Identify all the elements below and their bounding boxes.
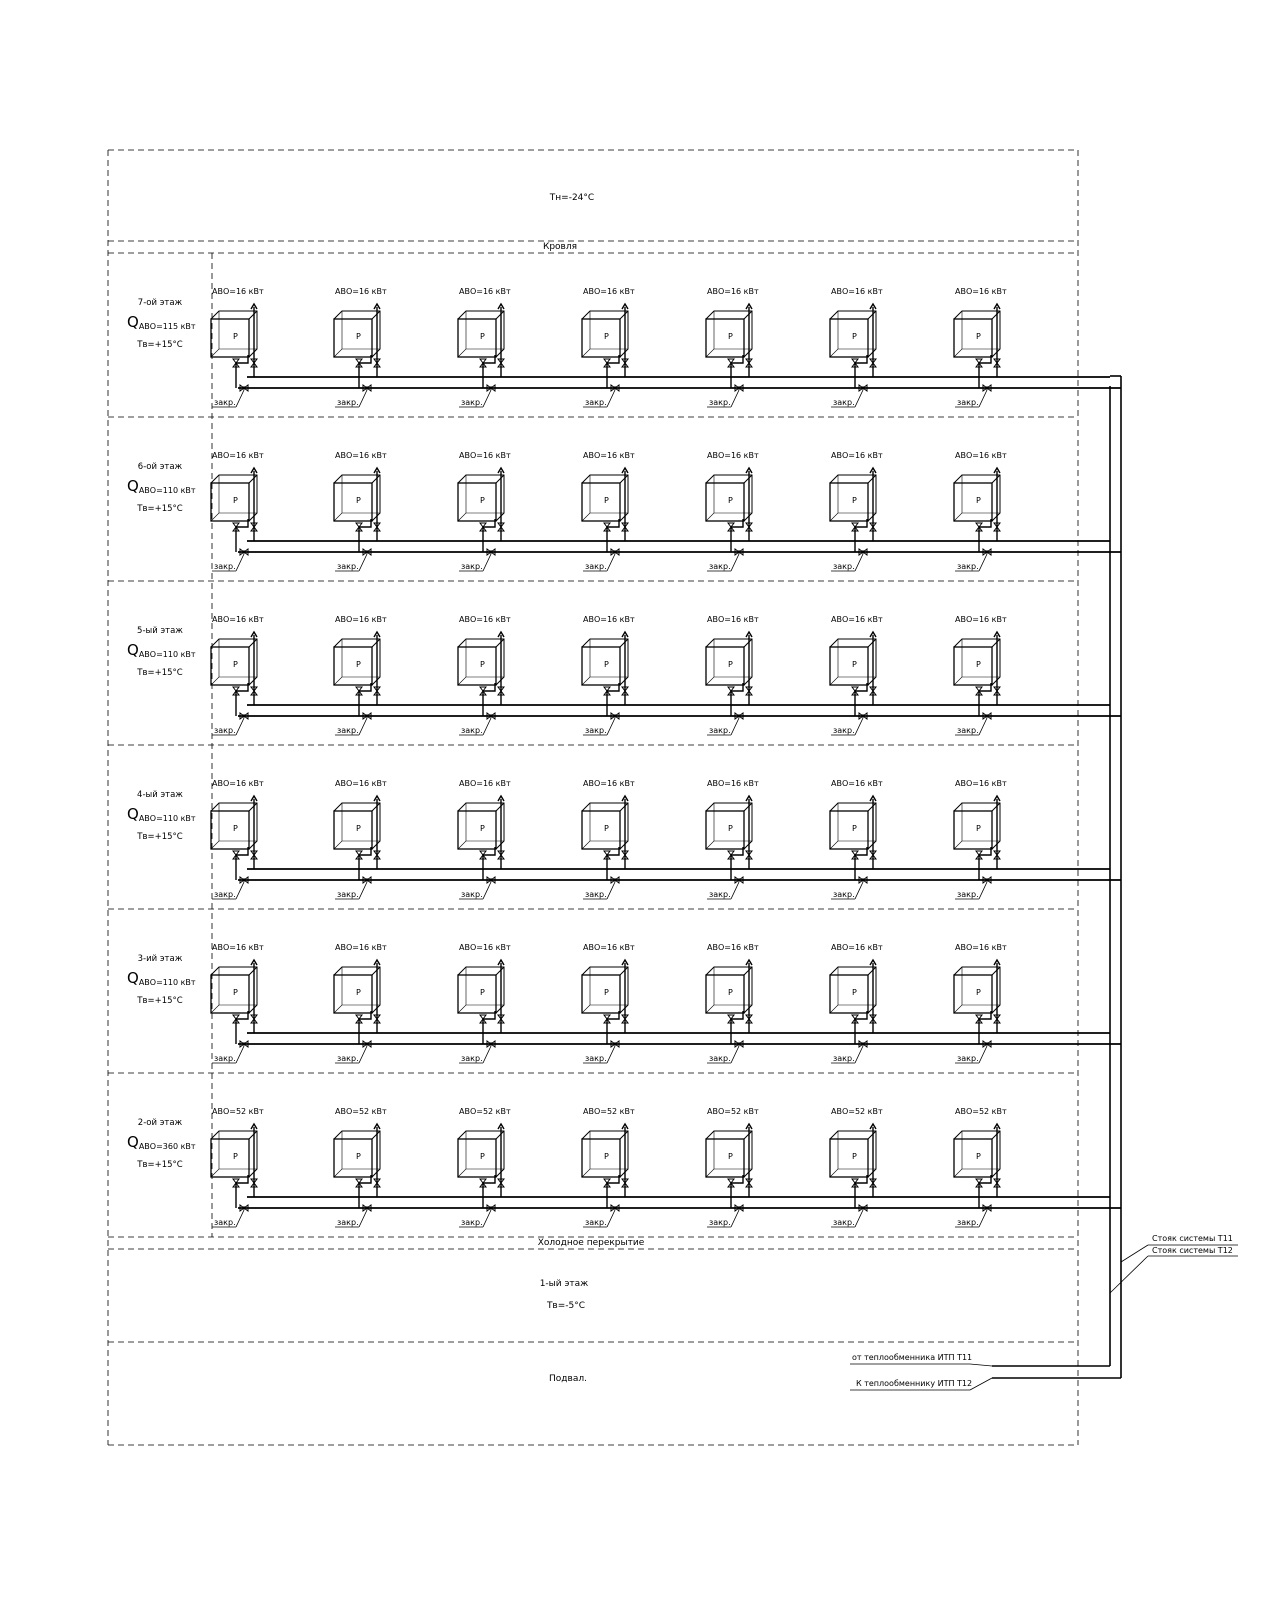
valve-state-label: закр. bbox=[709, 726, 731, 735]
basement-label: Подвал. bbox=[549, 1374, 587, 1384]
heater-symbol: Р bbox=[356, 1152, 361, 1161]
unit-capacity-label: АВО=16 кВт bbox=[707, 615, 759, 624]
supply-riser bbox=[498, 796, 504, 859]
air-heater-unit bbox=[458, 779, 511, 899]
unit-capacity-label: АВО=16 кВт bbox=[212, 615, 264, 624]
unit-capacity-label: АВО=16 кВт bbox=[335, 451, 387, 460]
unit-capacity-label: АВО=16 кВт bbox=[212, 943, 264, 952]
supply-riser bbox=[994, 468, 1000, 531]
heater-symbol: Р bbox=[356, 988, 361, 997]
unit-capacity-label: АВО=52 кВт bbox=[212, 1107, 264, 1116]
valve-state-label: закр. bbox=[833, 562, 855, 571]
supply-riser bbox=[251, 796, 257, 859]
unit-capacity-label: АВО=16 кВт bbox=[955, 287, 1007, 296]
air-heater-unit bbox=[334, 1107, 387, 1227]
supply-riser bbox=[622, 468, 628, 531]
air-heater-unit bbox=[458, 287, 511, 407]
valve-state-label: закр. bbox=[709, 1218, 731, 1227]
unit-capacity-label: АВО=16 кВт bbox=[335, 943, 387, 952]
air-heater-unit bbox=[706, 451, 759, 571]
unit-capacity-label: АВО=16 кВт bbox=[212, 779, 264, 788]
supply-riser bbox=[374, 960, 380, 1023]
valve-state-label: закр. bbox=[709, 562, 731, 571]
floor-load: QАВО=110 кВт bbox=[127, 477, 196, 495]
heater-symbol: Р bbox=[976, 988, 981, 997]
valve-state-label: закр. bbox=[585, 1054, 607, 1063]
supply-riser bbox=[870, 1124, 876, 1187]
supply-riser bbox=[622, 304, 628, 367]
valve-state-label: закр. bbox=[337, 726, 359, 735]
valve-state-label: закр. bbox=[337, 1218, 359, 1227]
air-heater-unit bbox=[334, 943, 387, 1063]
supply-riser bbox=[746, 796, 752, 859]
air-heater-unit bbox=[582, 451, 635, 571]
air-heater-unit bbox=[334, 451, 387, 571]
valve-state-label: закр. bbox=[957, 562, 979, 571]
floor-2 bbox=[108, 1073, 1121, 1227]
air-heater-unit bbox=[830, 779, 883, 899]
unit-capacity-label: АВО=16 кВт bbox=[707, 451, 759, 460]
valve-state-label: закр. bbox=[461, 1218, 483, 1227]
heater-symbol: Р bbox=[976, 496, 981, 505]
air-heater-unit bbox=[582, 615, 635, 735]
supply-riser bbox=[746, 960, 752, 1023]
floor-temp: Тв=+15°С bbox=[137, 668, 183, 678]
heater-symbol: Р bbox=[604, 332, 609, 341]
air-heater-unit bbox=[830, 287, 883, 407]
valve-state-label: закр. bbox=[957, 398, 979, 407]
valve-state-label: закр. bbox=[214, 1054, 236, 1063]
heater-symbol: Р bbox=[604, 824, 609, 833]
floor-temp: Тв=+15°С bbox=[137, 340, 183, 350]
valve-state-label: закр. bbox=[214, 398, 236, 407]
unit-capacity-label: АВО=16 кВт bbox=[335, 615, 387, 624]
air-heater-unit bbox=[211, 779, 264, 899]
heater-symbol: Р bbox=[233, 824, 238, 833]
cold-slab-label: Холодное перекрытие bbox=[537, 1238, 645, 1248]
floor-temp: Тв=+15°С bbox=[137, 1160, 183, 1170]
air-heater-unit bbox=[954, 943, 1007, 1063]
heater-symbol: Р bbox=[728, 496, 733, 505]
unit-capacity-label: АВО=16 кВт bbox=[831, 615, 883, 624]
heater-symbol: Р bbox=[728, 1152, 733, 1161]
heater-symbol: Р bbox=[233, 496, 238, 505]
supply-riser bbox=[994, 960, 1000, 1023]
unit-capacity-label: АВО=16 кВт bbox=[583, 779, 635, 788]
valve-state-label: закр. bbox=[957, 1218, 979, 1227]
supply-riser bbox=[994, 796, 1000, 859]
unit-capacity-label: АВО=16 кВт bbox=[335, 287, 387, 296]
valve-state-label: закр. bbox=[337, 1054, 359, 1063]
valve-state-label: закр. bbox=[337, 890, 359, 899]
air-heater-unit bbox=[334, 615, 387, 735]
heater-symbol: Р bbox=[604, 496, 609, 505]
heater-symbol: Р bbox=[728, 824, 733, 833]
floor-name: 7-ой этаж bbox=[137, 298, 183, 308]
unit-capacity-label: АВО=16 кВт bbox=[955, 451, 1007, 460]
floor-load: QАВО=115 кВт bbox=[127, 313, 196, 331]
riser-label-t11: Стояк системы Т11 bbox=[1152, 1234, 1233, 1243]
heater-symbol: Р bbox=[356, 824, 361, 833]
valve-state-label: закр. bbox=[585, 398, 607, 407]
unit-capacity-label: АВО=16 кВт bbox=[831, 451, 883, 460]
unit-capacity-label: АВО=16 кВт bbox=[955, 943, 1007, 952]
supply-riser bbox=[374, 304, 380, 367]
supply-riser bbox=[251, 960, 257, 1023]
valve-state-label: закр. bbox=[957, 726, 979, 735]
floor-load: QАВО=110 кВт bbox=[127, 641, 196, 659]
riser-label-t12: Стояк системы Т12 bbox=[1152, 1246, 1233, 1255]
valve-state-label: закр. bbox=[957, 1054, 979, 1063]
heater-symbol: Р bbox=[480, 332, 485, 341]
valve-state-label: закр. bbox=[585, 562, 607, 571]
unit-capacity-label: АВО=52 кВт bbox=[707, 1107, 759, 1116]
valve-state-label: закр. bbox=[337, 562, 359, 571]
ground-floor-name: 1-ый этаж bbox=[539, 1279, 589, 1289]
heater-symbol: Р bbox=[852, 660, 857, 669]
valve-state-label: закр. bbox=[214, 562, 236, 571]
air-heater-unit bbox=[706, 943, 759, 1063]
supply-riser bbox=[994, 1124, 1000, 1187]
valve-state-label: закр. bbox=[709, 890, 731, 899]
floors-group bbox=[108, 287, 1121, 1227]
air-heater-unit bbox=[211, 943, 264, 1063]
heater-symbol: Р bbox=[976, 824, 981, 833]
air-heater-unit bbox=[954, 615, 1007, 735]
supply-riser bbox=[746, 304, 752, 367]
supply-riser bbox=[994, 632, 1000, 695]
supply-riser bbox=[622, 796, 628, 859]
valve-state-label: закр. bbox=[833, 726, 855, 735]
air-heater-unit bbox=[830, 1107, 883, 1227]
heater-symbol: Р bbox=[852, 988, 857, 997]
unit-capacity-label: АВО=52 кВт bbox=[583, 1107, 635, 1116]
unit-capacity-label: АВО=16 кВт bbox=[831, 779, 883, 788]
heater-symbol: Р bbox=[852, 824, 857, 833]
outdoor-temp: Тн=-24°С bbox=[549, 193, 595, 203]
valve-state-label: закр. bbox=[214, 726, 236, 735]
roof-label: Кровля bbox=[542, 242, 578, 252]
air-heater-unit bbox=[830, 615, 883, 735]
floor-temp: Тв=+15°С bbox=[137, 996, 183, 1006]
supply-riser bbox=[374, 1124, 380, 1187]
unit-capacity-label: АВО=16 кВт bbox=[212, 287, 264, 296]
valve-state-label: закр. bbox=[461, 1054, 483, 1063]
heater-symbol: Р bbox=[480, 1152, 485, 1161]
heater-symbol: Р bbox=[604, 1152, 609, 1161]
supply-label-t11: от теплообменника ИТП Т11 bbox=[852, 1353, 973, 1362]
floor-7 bbox=[127, 287, 1121, 407]
unit-capacity-label: АВО=16 кВт bbox=[335, 779, 387, 788]
valve-state-label: закр. bbox=[709, 398, 731, 407]
heater-symbol: Р bbox=[852, 332, 857, 341]
heater-symbol: Р bbox=[233, 332, 238, 341]
heater-symbol: Р bbox=[976, 1152, 981, 1161]
heater-symbol: Р bbox=[604, 988, 609, 997]
valve-state-label: закр. bbox=[585, 890, 607, 899]
unit-capacity-label: АВО=16 кВт bbox=[583, 615, 635, 624]
air-heater-unit bbox=[211, 1107, 264, 1227]
heater-symbol: Р bbox=[976, 332, 981, 341]
valve-state-label: закр. bbox=[461, 398, 483, 407]
floor-load: QАВО=110 кВт bbox=[127, 805, 196, 823]
supply-riser bbox=[251, 632, 257, 695]
air-heater-unit bbox=[458, 1107, 511, 1227]
valve-state-label: закр. bbox=[214, 890, 236, 899]
unit-capacity-label: АВО=16 кВт bbox=[459, 451, 511, 460]
air-heater-unit bbox=[706, 615, 759, 735]
air-heater-unit bbox=[582, 943, 635, 1063]
ground-floor-temp: Тв=-5°С bbox=[546, 1301, 586, 1311]
air-heater-unit bbox=[830, 451, 883, 571]
valve-state-label: закр. bbox=[461, 562, 483, 571]
air-heater-unit bbox=[706, 287, 759, 407]
valve-state-label: закр. bbox=[833, 1218, 855, 1227]
heater-symbol: Р bbox=[852, 1152, 857, 1161]
unit-capacity-label: АВО=16 кВт bbox=[459, 287, 511, 296]
air-heater-unit bbox=[211, 615, 264, 735]
floor-name: 5-ый этаж bbox=[137, 626, 183, 636]
air-heater-unit bbox=[211, 451, 264, 571]
unit-capacity-label: АВО=16 кВт bbox=[707, 287, 759, 296]
valve-state-label: закр. bbox=[461, 726, 483, 735]
heater-symbol: Р bbox=[480, 824, 485, 833]
unit-capacity-label: АВО=52 кВт bbox=[459, 1107, 511, 1116]
air-heater-unit bbox=[954, 451, 1007, 571]
supply-riser bbox=[994, 304, 1000, 367]
floor-temp: Тв=+15°С bbox=[137, 504, 183, 514]
air-heater-unit bbox=[582, 779, 635, 899]
air-heater-unit bbox=[954, 1107, 1007, 1227]
supply-riser bbox=[622, 632, 628, 695]
supply-riser bbox=[498, 304, 504, 367]
unit-capacity-label: АВО=16 кВт bbox=[583, 943, 635, 952]
heater-symbol: Р bbox=[852, 496, 857, 505]
valve-state-label: закр. bbox=[957, 890, 979, 899]
air-heater-unit bbox=[458, 615, 511, 735]
air-heater-unit bbox=[582, 1107, 635, 1227]
supply-riser bbox=[870, 960, 876, 1023]
supply-riser bbox=[746, 1124, 752, 1187]
floor-load: QАВО=360 кВт bbox=[127, 1133, 196, 1151]
unit-capacity-label: АВО=16 кВт bbox=[212, 451, 264, 460]
supply-riser bbox=[251, 1124, 257, 1187]
heater-symbol: Р bbox=[233, 660, 238, 669]
floor-name: 4-ый этаж bbox=[137, 790, 183, 800]
supply-riser bbox=[870, 632, 876, 695]
heater-symbol: Р bbox=[356, 332, 361, 341]
air-heater-unit bbox=[334, 287, 387, 407]
heater-symbol: Р bbox=[356, 496, 361, 505]
heater-symbol: Р bbox=[480, 660, 485, 669]
valve-state-label: закр. bbox=[585, 1218, 607, 1227]
air-heater-unit bbox=[334, 779, 387, 899]
unit-capacity-label: АВО=52 кВт bbox=[955, 1107, 1007, 1116]
heater-symbol: Р bbox=[480, 988, 485, 997]
supply-riser bbox=[374, 796, 380, 859]
air-heater-unit bbox=[211, 287, 264, 407]
valve-state-label: закр. bbox=[833, 398, 855, 407]
supply-riser bbox=[498, 632, 504, 695]
floor-load: QАВО=110 кВт bbox=[127, 969, 196, 987]
heater-symbol: Р bbox=[233, 1152, 238, 1161]
floor-6 bbox=[108, 417, 1121, 571]
air-heater-unit bbox=[458, 943, 511, 1063]
unit-capacity-label: АВО=16 кВт bbox=[955, 615, 1007, 624]
heater-symbol: Р bbox=[604, 660, 609, 669]
unit-capacity-label: АВО=16 кВт bbox=[831, 943, 883, 952]
unit-capacity-label: АВО=16 кВт bbox=[707, 779, 759, 788]
main-pipes bbox=[992, 376, 1121, 1378]
supply-riser bbox=[746, 632, 752, 695]
heater-symbol: Р bbox=[233, 988, 238, 997]
floor-name: 6-ой этаж bbox=[137, 462, 183, 472]
supply-riser bbox=[622, 1124, 628, 1187]
valve-state-label: закр. bbox=[833, 890, 855, 899]
unit-capacity-label: АВО=16 кВт bbox=[831, 287, 883, 296]
unit-capacity-label: АВО=16 кВт bbox=[583, 451, 635, 460]
floor-4 bbox=[108, 745, 1121, 899]
heater-symbol: Р bbox=[728, 660, 733, 669]
air-heater-unit bbox=[706, 779, 759, 899]
unit-capacity-label: АВО=52 кВт bbox=[335, 1107, 387, 1116]
unit-capacity-label: АВО=16 кВт bbox=[955, 779, 1007, 788]
unit-capacity-label: АВО=16 кВт bbox=[459, 943, 511, 952]
supply-riser bbox=[374, 468, 380, 531]
supply-riser bbox=[498, 468, 504, 531]
supply-riser bbox=[622, 960, 628, 1023]
unit-capacity-label: АВО=16 кВт bbox=[459, 779, 511, 788]
air-heater-unit bbox=[830, 943, 883, 1063]
valve-state-label: закр. bbox=[709, 1054, 731, 1063]
unit-capacity-label: АВО=52 кВт bbox=[831, 1107, 883, 1116]
valve-state-label: закр. bbox=[833, 1054, 855, 1063]
supply-riser bbox=[251, 468, 257, 531]
air-heater-unit bbox=[954, 287, 1007, 407]
supply-riser bbox=[251, 304, 257, 367]
air-heater-unit bbox=[954, 779, 1007, 899]
heater-symbol: Р bbox=[356, 660, 361, 669]
valve-state-label: закр. bbox=[461, 890, 483, 899]
air-heater-unit bbox=[458, 451, 511, 571]
valve-state-label: закр. bbox=[585, 726, 607, 735]
floor-name: 2-ой этаж bbox=[137, 1118, 183, 1128]
heater-symbol: Р bbox=[480, 496, 485, 505]
supply-label-t12: К теплообменнику ИТП Т12 bbox=[856, 1379, 973, 1388]
air-heater-unit bbox=[582, 287, 635, 407]
supply-riser bbox=[374, 632, 380, 695]
unit-capacity-label: АВО=16 кВт bbox=[459, 615, 511, 624]
supply-riser bbox=[870, 304, 876, 367]
heater-symbol: Р bbox=[976, 660, 981, 669]
supply-riser bbox=[870, 468, 876, 531]
unit-capacity-label: АВО=16 кВт bbox=[707, 943, 759, 952]
heater-symbol: Р bbox=[728, 988, 733, 997]
valve-state-label: закр. bbox=[214, 1218, 236, 1227]
riser-leaders bbox=[850, 1245, 1238, 1390]
unit-capacity-label: АВО=16 кВт bbox=[583, 287, 635, 296]
floor-temp: Тв=+15°С bbox=[137, 832, 183, 842]
floor-5 bbox=[108, 581, 1121, 735]
floor-name: 3-ий этаж bbox=[137, 954, 183, 964]
supply-riser bbox=[498, 1124, 504, 1187]
valve-state-label: закр. bbox=[337, 398, 359, 407]
heater-symbol: Р bbox=[728, 332, 733, 341]
supply-riser bbox=[498, 960, 504, 1023]
supply-riser bbox=[870, 796, 876, 859]
supply-riser bbox=[746, 468, 752, 531]
floor-3 bbox=[108, 909, 1121, 1063]
air-heater-unit bbox=[706, 1107, 759, 1227]
